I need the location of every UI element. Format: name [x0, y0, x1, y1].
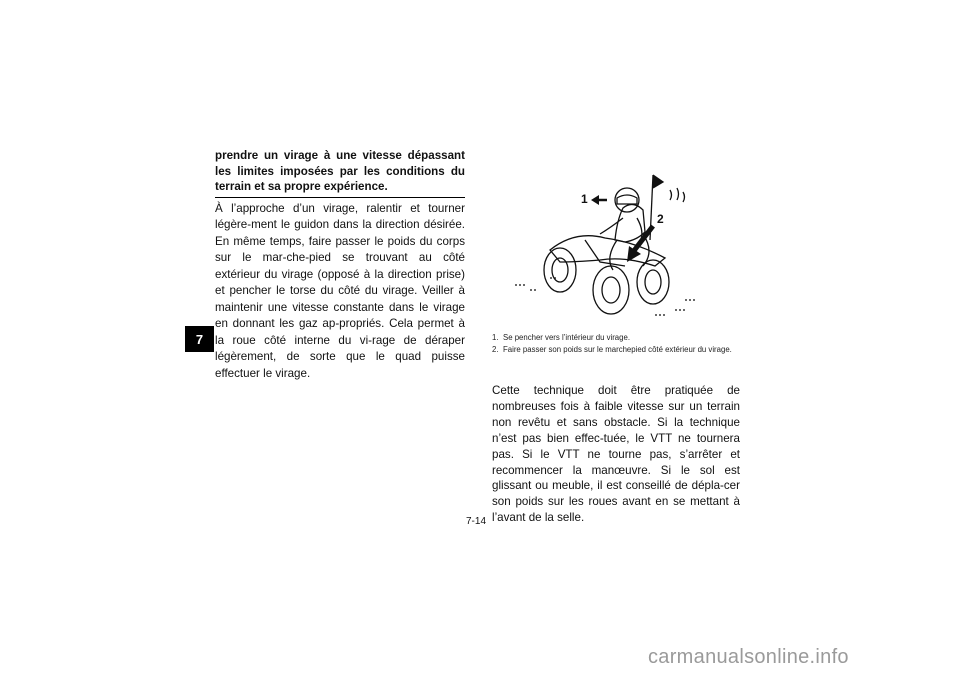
atv-figure: [505, 170, 715, 325]
figure-captions: [492, 333, 742, 355]
section-heading: prendre un virage à une vitesse dépassant les limites imposées par les conditions du terrain et sa propre expérience.: [215, 148, 465, 198]
caption-number: 1.: [492, 333, 499, 342]
callout-2: 2: [657, 212, 664, 226]
right-body-paragraph: Cette technique doit être pratiquée de nombreuses fois à faible vitesse sur un terrain non revêtu et sans obstacle. Si la technique n’est pas bien effec-tuée, le VTT ne tournera pas. Si le VTT ne tourne pas, s’arrêter et recommencer la manœuvre. Si le sol est glissant ou meuble, il est conseillé de dépla-cer son poids sur les roues avant en se mettant à l’avant de la selle.: [492, 384, 740, 525]
watermark[interactable]: carmanualsonline.info: [648, 646, 849, 668]
left-column: [215, 148, 465, 382]
caption-item: [492, 333, 742, 343]
caption-number: 2.: [492, 345, 499, 355]
section-tab: 7: [185, 326, 214, 352]
caption-text: Faire passer son poids sur le marchepied côté extérieur du virage.: [503, 345, 732, 355]
atv-rider-illustration: [505, 170, 715, 325]
left-body-paragraph: À l’approche d’un virage, ralentir et tourner légère-ment le guidon dans la direction désirée. En même temps, faire passer le poids du corps sur le mar-che-pied se trouvant au côté extérieur du virage (opposé à la direction prise) et pencher le torse du côté du virage. Veiller à maintenir une vitesse constante dans le virage en donnant les gaz ap-propriés. Cela permet à la roue côté interne du vi-rage de déraper légèrement, de sorte que le quad puisse effectuer le virage.: [215, 201, 465, 380]
arrow-left-icon: [591, 195, 607, 205]
caption-text: Se pencher vers l’intérieur du virage.: [503, 333, 630, 342]
callout-1: 1: [581, 192, 588, 206]
page-number: 7-14: [466, 516, 487, 527]
caption-item: [492, 345, 742, 355]
